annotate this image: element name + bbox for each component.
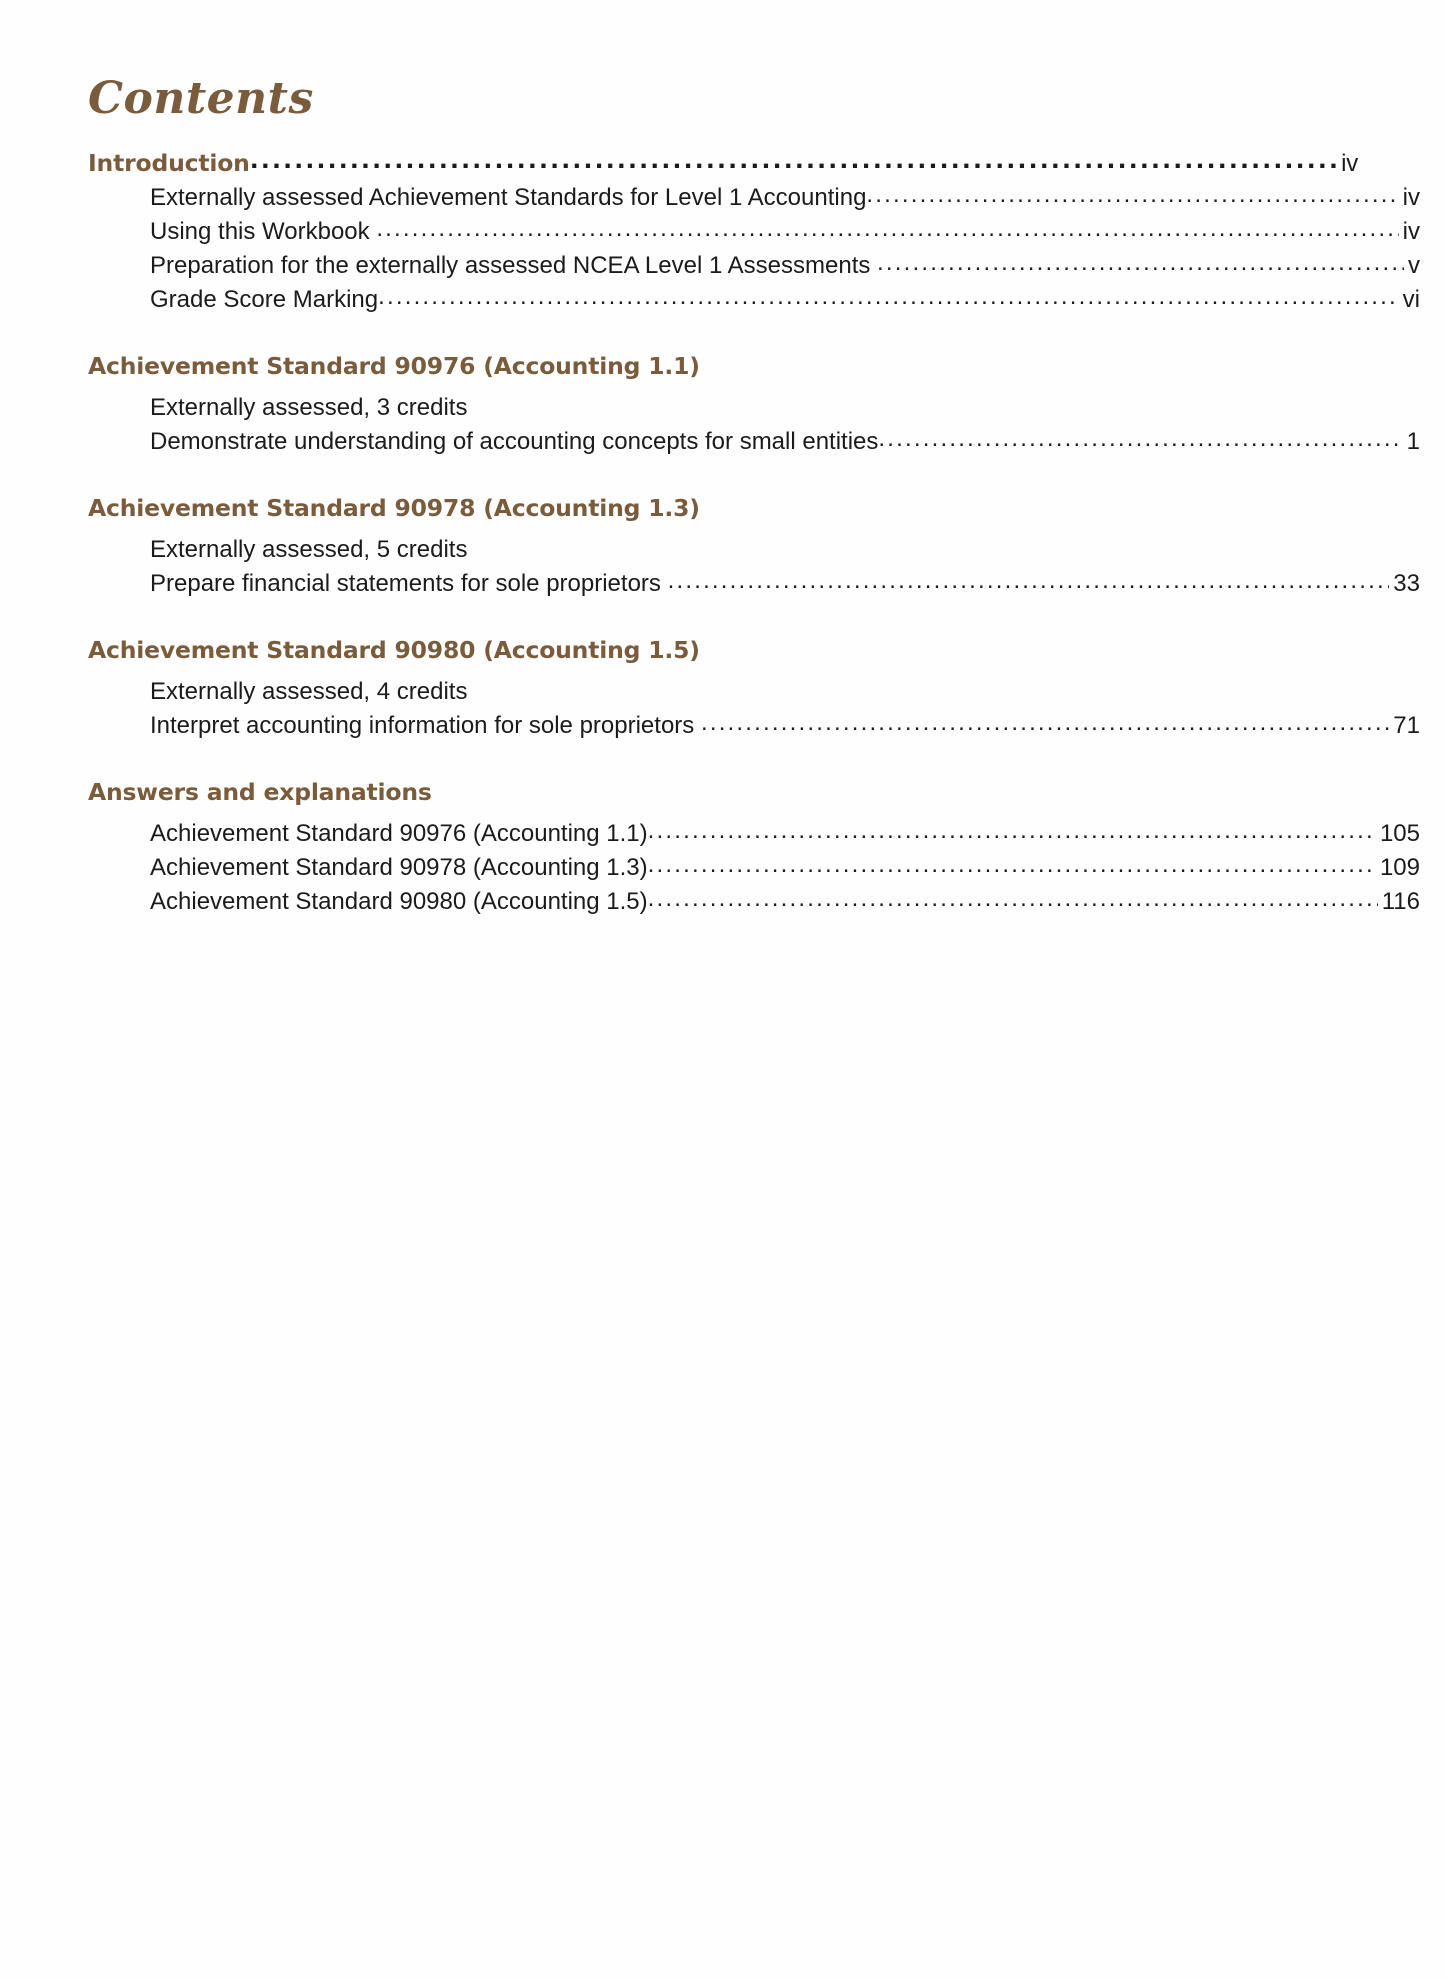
toc-entry-page: iv bbox=[1402, 184, 1420, 211]
toc-entry-page: vi bbox=[1402, 286, 1420, 313]
leader-dots bbox=[877, 246, 1404, 280]
toc-entry-page: 33 bbox=[1393, 570, 1420, 597]
toc-entry-label: Introduction bbox=[88, 149, 250, 177]
toc-entry-prepare-financial-statements[interactable] bbox=[88, 567, 1420, 601]
spacer bbox=[88, 667, 1358, 675]
toc-entry-label: Achievement Standard 90976 (Accounting 1.1) bbox=[150, 820, 648, 847]
toc-entry-externally-assessed-standards[interactable] bbox=[88, 181, 1420, 215]
toc-content-area bbox=[88, 73, 1420, 919]
toc-entry-label: Achievement Standard 90980 (Accounting 1.5) bbox=[150, 888, 648, 915]
toc-entry-label: Using this Workbook bbox=[150, 218, 377, 245]
toc-entry-page: iv bbox=[1402, 218, 1420, 245]
section-heading-90980[interactable]: Achievement Standard 90980 (Accounting 1.5) bbox=[88, 636, 700, 664]
spacer bbox=[88, 525, 1358, 533]
toc-entry-page: 1 bbox=[1406, 428, 1420, 455]
toc-entry-page: 116 bbox=[1381, 888, 1420, 915]
toc-entry-label: Grade Score Marking bbox=[150, 286, 379, 313]
toc-entry-label: Preparation for the externally assessed NCEA Level 1 Assessments bbox=[150, 252, 878, 279]
toc-entry-label: Achievement Standard 90978 (Accounting 1.3) bbox=[150, 854, 648, 881]
spacer bbox=[88, 743, 1358, 775]
toc-entry-page: v bbox=[1408, 252, 1420, 279]
section-heading-90978[interactable]: Achievement Standard 90978 (Accounting 1.3) bbox=[88, 494, 700, 522]
toc-entry-label: Externally assessed Achievement Standards for Level 1 Accounting bbox=[150, 184, 867, 211]
section-heading-90976[interactable]: Achievement Standard 90976 (Accounting 1.1) bbox=[88, 352, 700, 380]
leader-dots bbox=[668, 564, 1390, 598]
toc-entry-page: iv bbox=[1341, 150, 1358, 177]
toc-entry-answers-90978[interactable] bbox=[88, 851, 1420, 885]
section-note-90980: Externally assessed, 4 credits bbox=[150, 678, 468, 705]
toc-entry-preparation-ncea-assessments[interactable] bbox=[88, 249, 1420, 283]
toc-entry-answers-90976[interactable] bbox=[88, 817, 1420, 851]
spacer bbox=[88, 317, 1358, 349]
toc-entry-introduction[interactable] bbox=[88, 146, 1358, 181]
section-note-90978: Externally assessed, 5 credits bbox=[150, 536, 468, 563]
leader-dots bbox=[866, 178, 1398, 212]
leader-dots bbox=[378, 280, 1399, 314]
toc-entry-label: Demonstrate understanding of accounting concepts for small entities bbox=[150, 428, 879, 455]
toc-entry-demonstrate-understanding[interactable] bbox=[88, 425, 1420, 459]
section-heading-answers[interactable]: Answers and explanations bbox=[88, 778, 432, 806]
leader-dots bbox=[648, 882, 1378, 916]
toc-entry-page: 105 bbox=[1379, 820, 1420, 847]
toc-entry-answers-90980[interactable] bbox=[88, 885, 1420, 919]
toc-entry-label: Interpret accounting information for sole proprietors bbox=[150, 712, 701, 739]
leader-dots bbox=[648, 848, 1376, 882]
leader-dots bbox=[878, 422, 1402, 456]
toc-entry-page: 71 bbox=[1393, 712, 1420, 739]
toc-entry-interpret-accounting-information[interactable] bbox=[88, 709, 1420, 743]
toc-entry-page: 109 bbox=[1379, 854, 1420, 881]
section-note-90976: Externally assessed, 3 credits bbox=[150, 394, 468, 421]
leader-dots bbox=[250, 143, 1337, 177]
toc-entry-grade-score-marking[interactable] bbox=[88, 283, 1420, 317]
spacer bbox=[88, 601, 1358, 633]
leader-dots bbox=[648, 814, 1376, 848]
leader-dots bbox=[701, 706, 1389, 740]
page-title: Contents bbox=[88, 73, 314, 124]
spacer bbox=[88, 383, 1358, 391]
toc-entry-using-this-workbook[interactable] bbox=[88, 215, 1420, 249]
toc-entry-label: Prepare financial statements for sole proprietors bbox=[150, 570, 668, 597]
spacer bbox=[88, 459, 1358, 491]
leader-dots bbox=[376, 212, 1398, 246]
